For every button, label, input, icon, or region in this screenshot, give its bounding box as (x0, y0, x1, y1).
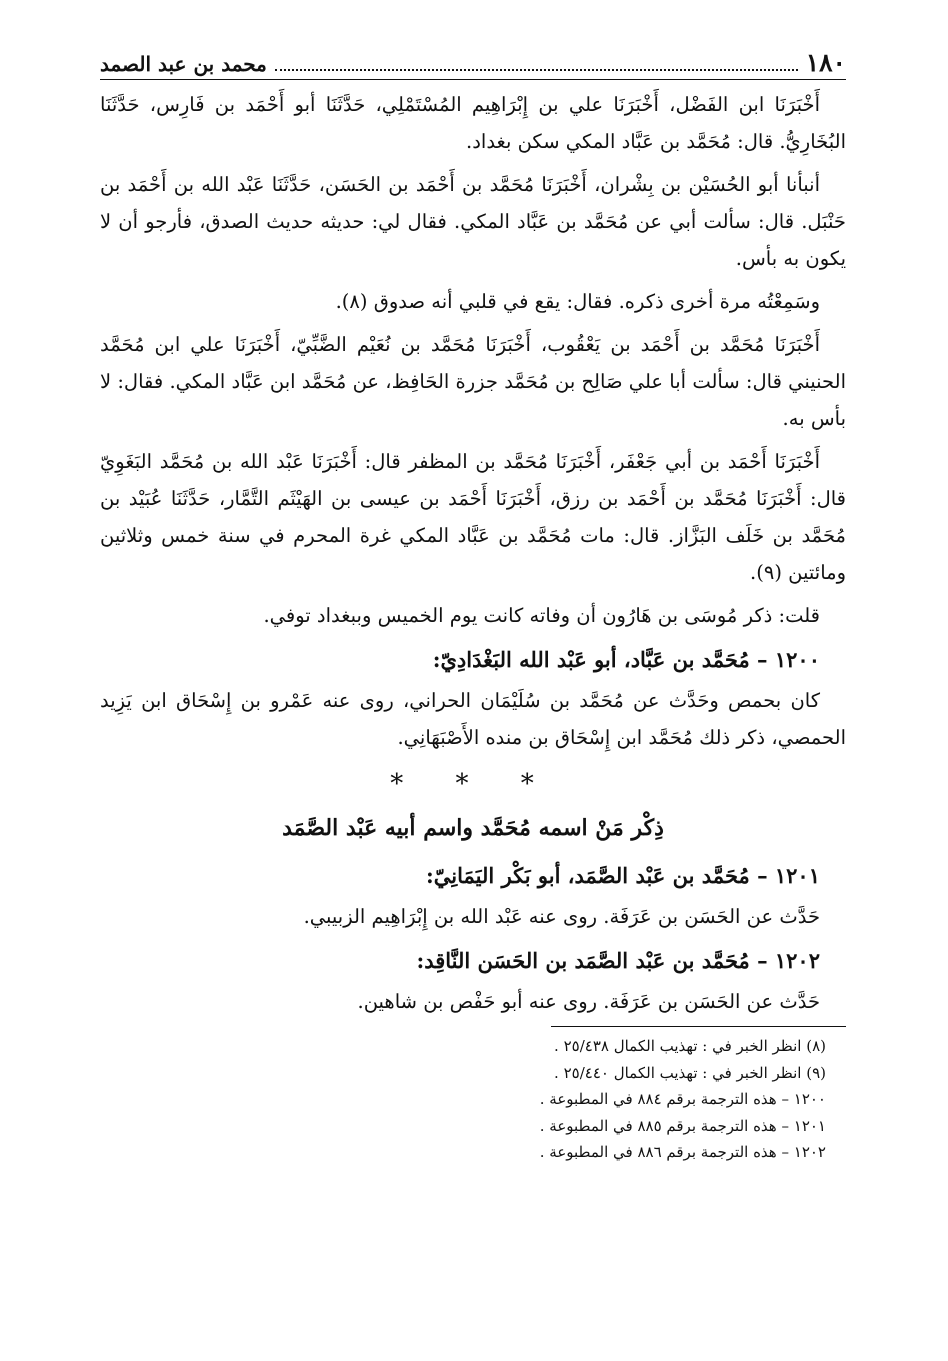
entry-text-1201: حَدَّث عن الحَسَن بن عَرَفَة. روى عنه عَبْد الله بن إِبْرَاهِيم الزبيبي. (303, 905, 820, 928)
footnote: (٩) انظر الخبر في : تهذيب الكمال ٢٥/٤٤٠ . (554, 1063, 826, 1082)
running-title: محمد بن عبد الصمد (100, 52, 267, 76)
paragraph: وسَمِعْتُه مرة أخرى ذكره. فقال: يقع في قلبي أنه صدوق (٨). (335, 290, 820, 313)
paragraph: قلت: ذكر مُوسَى بن هَارُون أن وفاته كانت يوم الخميس وببغداد توفي. (263, 604, 820, 627)
page-number: ١٨٠ (805, 48, 846, 77)
footnote: ١٢٠٢ – هذه الترجمة برقم ٨٨٦ في المطبوعة . (539, 1143, 826, 1161)
entry-heading-1201: ١٢٠١ – مُحَمَّد بن عَبْد الصَّمَد، أبو بَكْر اليَمَانِيّ: (426, 863, 820, 888)
section-separator: * * * (390, 769, 556, 799)
footnote: ١٢٠٠ – هذه الترجمة برقم ٨٨٤ في المطبوعة . (539, 1090, 826, 1108)
page (100, 48, 846, 1166)
footnote: (٨) انظر الخبر في : تهذيب الكمال ٢٥/٤٣٨ . (554, 1037, 826, 1055)
entry-text-1202: حَدَّث عن الحَسَن بن عَرَفَة. روى عنه أبو حَفْص بن شاهين. (357, 990, 820, 1013)
paragraph: أنبأنا أبو الحُسَيْن بن بِشْران، أَخْبَرَنَا مُحَمَّد بن أَحْمَد بن الحَسَن، حَدَّثَنَا عَبْد الله بن أَحْمَد بن حَنْبَل. قال: سألت أبي عن مُحَمَّد بن عَبَّاد المكي. فقال لي: حديثه حديث الصدق، فأرجو أن لا يكون به بأس. (100, 173, 846, 270)
entry-heading-1202: ١٢٠٢ – مُحَمَّد بن عَبْد الصَّمَد بن الحَسَن النَّاقِد: (416, 948, 820, 973)
paragraph: أَخْبَرَنَا أَحْمَد بن أبي جَعْفَر، أَخْبَرَنَا مُحَمَّد بن المظفر قال: أَخْبَرَنَا عَبْد الله بن مُحَمَّد البَغَوِيّ قال: أَخْبَرَنَا مُحَمَّد بن أَحْمَد بن رزق، أَخْبَرَنَا أَحْمَد بن عيسى بن الهَيْثَم التَّمَّار، حَدَّثَنَا عُبَيْد بن مُحَمَّد بن خَلَف البَزَّاز. قال: مات مُحَمَّد بن عَبَّاد المكي غرة المحرم في سنة خمس وثلاثين ومائتين (٩). (100, 450, 846, 584)
footnote: ١٢٠١ – هذه الترجمة برقم ٨٨٥ في المطبوعة . (539, 1116, 826, 1135)
paragraph: أَخْبَرَنَا مُحَمَّد بن أَحْمَد بن يَعْقُوب، أَخْبَرَنَا مُحَمَّد بن نُعَيْم الضَّبِّيّ، أَخْبَرَنَا علي ابن مُحَمَّد الحنيني قال: سألت أبا علي صَالِح بن مُحَمَّد جزرة الحَافِظ، عن مُحَمَّد ابن عَبَّاد المكي. فقال: لا بأس به. (100, 333, 846, 430)
footnotes (100, 1033, 846, 1166)
header-dot-leader (275, 69, 798, 71)
paragraph: أَخْبَرَنَا ابن الفَضْل، أَخْبَرَنَا علي بن إِبْرَاهِيم المُسْتَمْلِي، حَدَّثَنَا أبو أَحْمَد بن فَارِس، حَدَّثَنَا البُخَارِيُّ. قال: مُحَمَّد بن عَبَّاد المكي سكن بغداد. (100, 93, 846, 153)
section-title: ذِكْر مَنْ اسمه مُحَمَّد واسم أبيه عَبْد الصَّمَد (282, 815, 664, 841)
entry-heading-1200: ١٢٠٠ – مُحَمَّد بن عَبَّاد، أبو عَبْد الله البَغْدَادِيّ: (432, 647, 820, 672)
footnote-rule (551, 1026, 846, 1027)
running-header (100, 48, 846, 80)
entry-text-1200: كان بحمص وحَدَّث عن مُحَمَّد بن سُلَيْمَان الحراني، روى عنه عَمْرو بن إِسْحَاق ابن يَزِيد الحمصي، ذكر ذلك مُحَمَّد ابن إِسْحَاق بن منده الأَصْبَهَانِي. (100, 689, 846, 749)
